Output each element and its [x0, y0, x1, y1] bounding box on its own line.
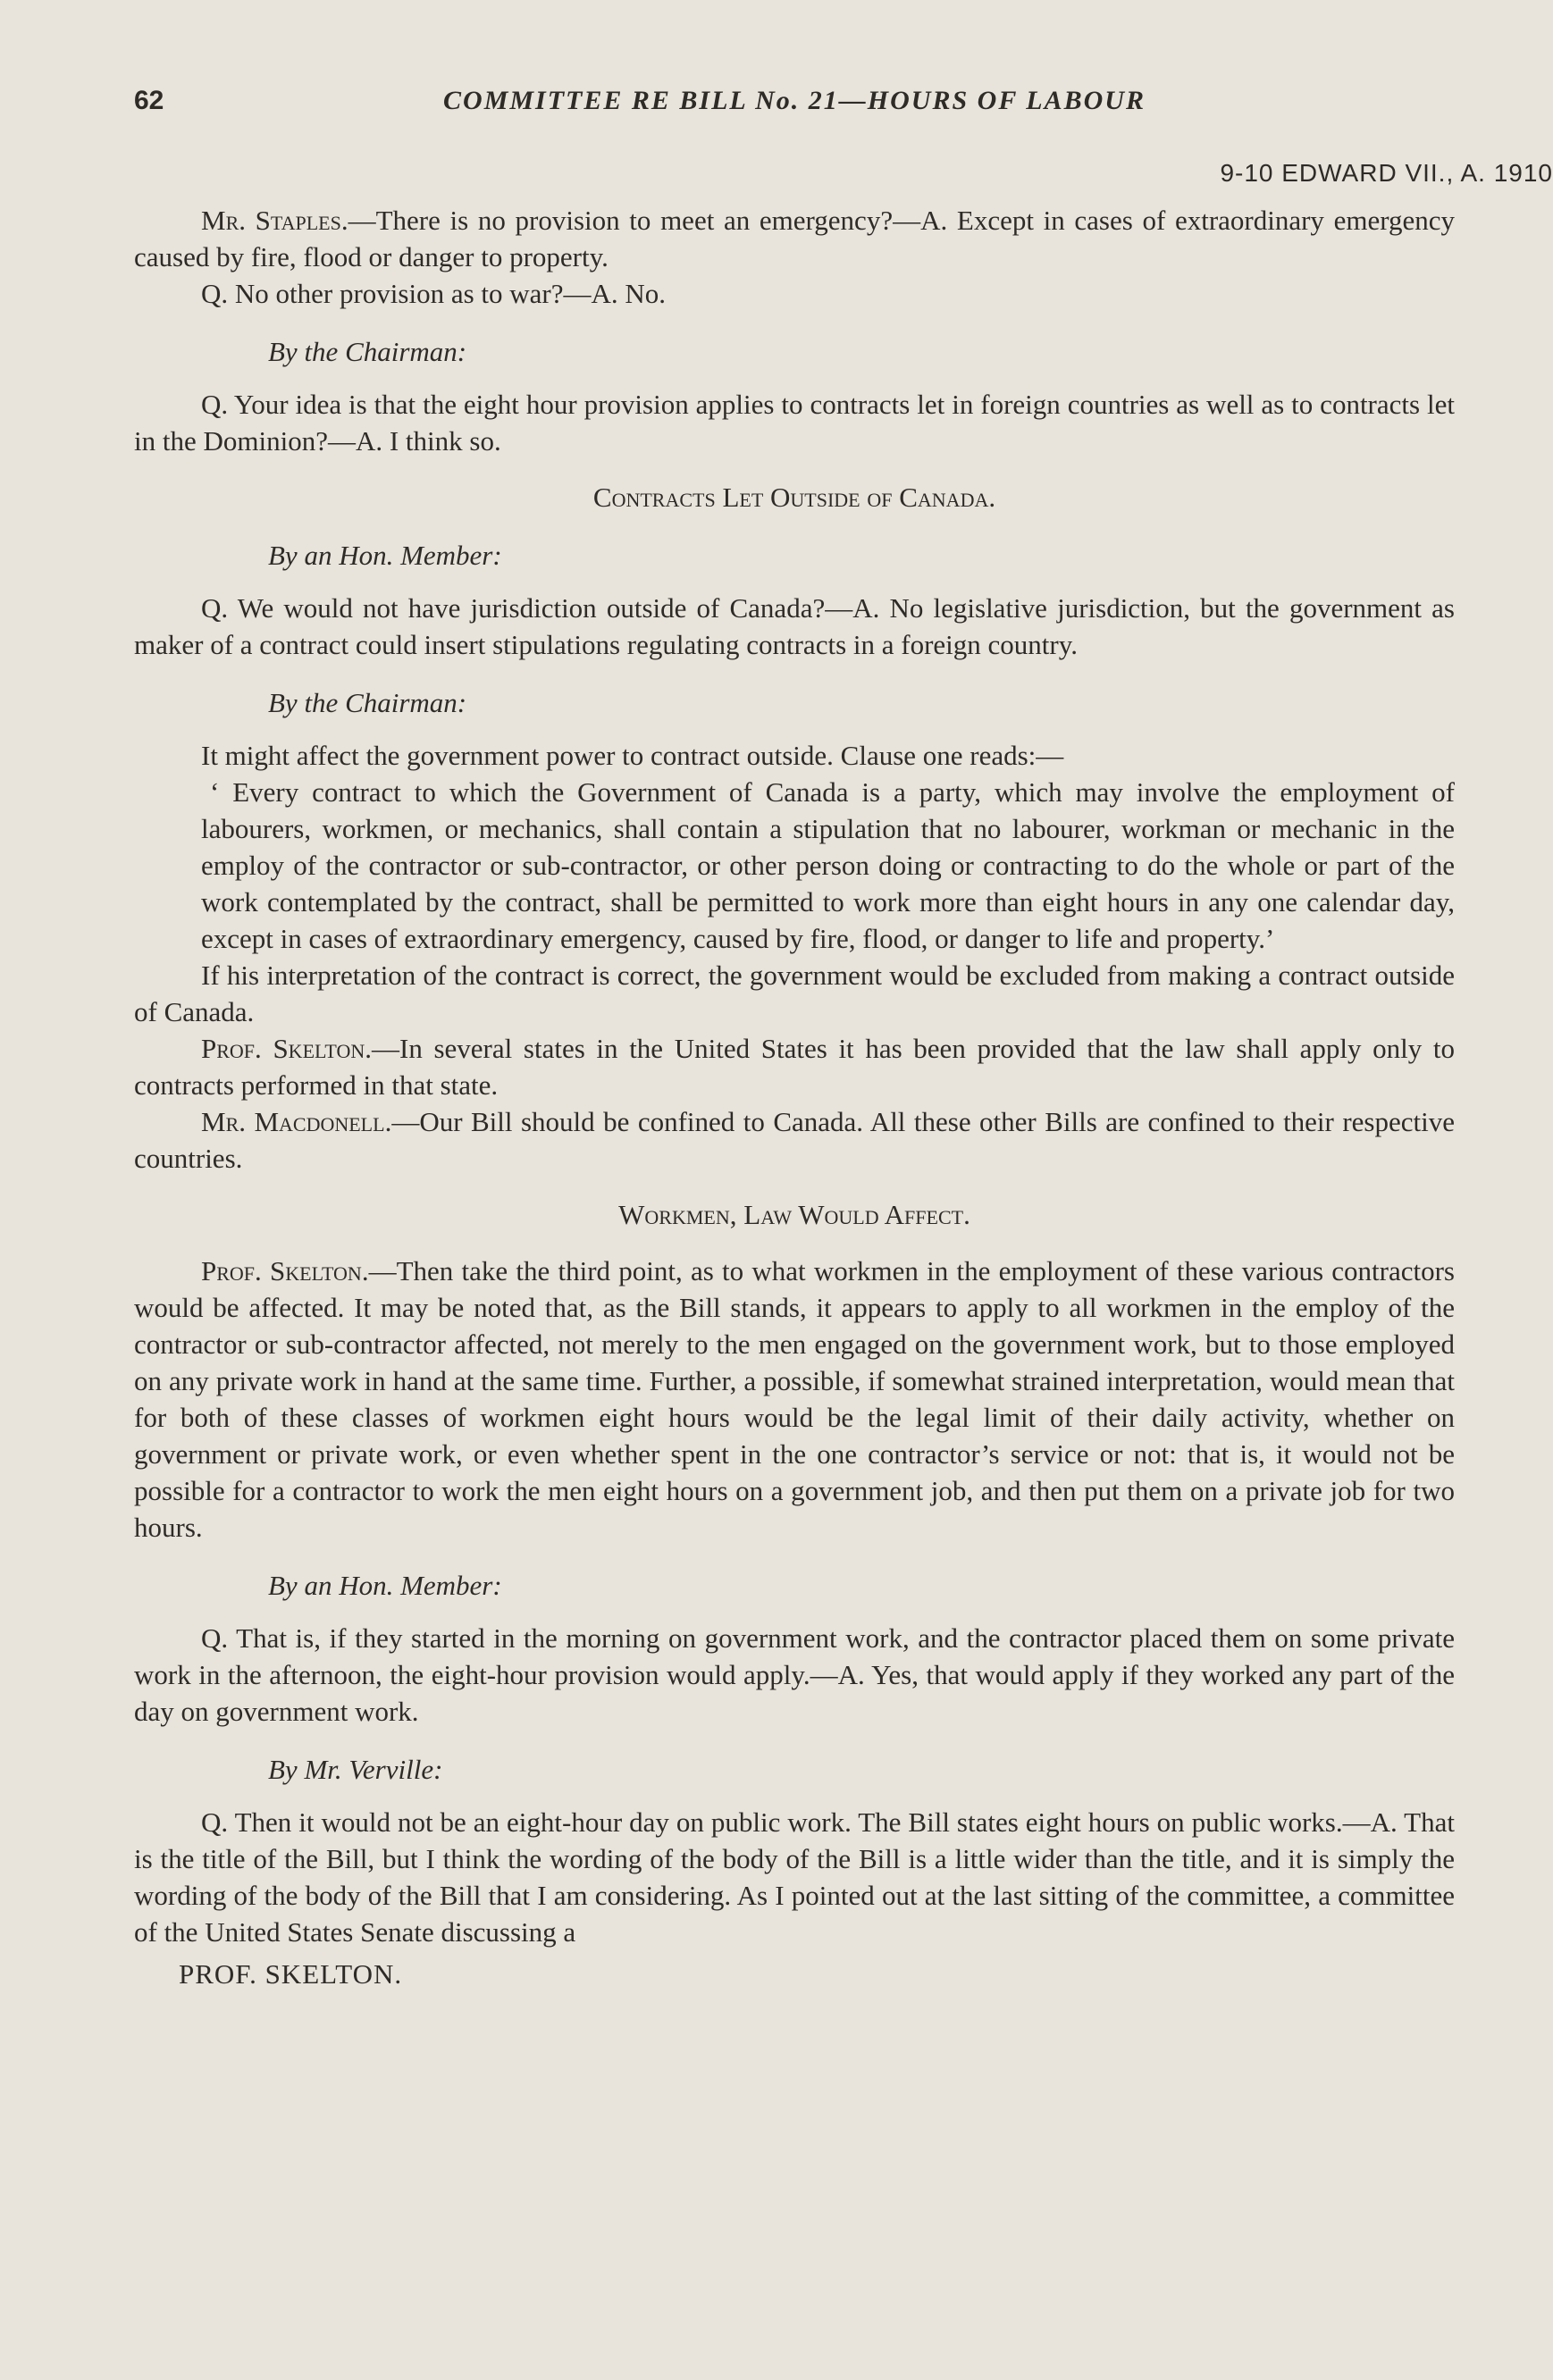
speaker-byline: By Mr. Verville:	[268, 1754, 443, 1785]
session-label: 9-10 EDWARD VII., A. 1910	[1220, 159, 1553, 187]
document-body	[134, 202, 1455, 1992]
speaker-name: Mr. Macdonell	[201, 1106, 385, 1137]
paragraph	[134, 1103, 1455, 1177]
paragraph: It might affect the government power to contract outside. Clause one reads:—	[201, 740, 1064, 771]
paragraph: If his interpretation of the contract is correct, the government would be excluded from making a contract outside of Canada.	[134, 960, 1455, 1027]
speaker-byline: By an Hon. Member:	[268, 540, 502, 571]
paragraph	[134, 202, 1455, 275]
speaker-name: Prof. Skelton	[201, 1033, 365, 1064]
paragraph: Q. That is, if they started in the morning on government work, and the contractor placed them on some private work in the afternoon, the eight-hour provision would apply.—A. Yes, that would apply if they worked any part of the day on government work.	[134, 1622, 1455, 1727]
paragraph	[134, 1253, 1455, 1546]
speaker-byline: By an Hon. Member:	[268, 1570, 502, 1601]
paragraph-text: .—Our Bill should be confined to Canada. All these other Bills are confined to their respective countries.	[134, 1106, 1455, 1174]
paragraph: Q. Then it would not be an eight-hour day on public work. The Bill states eight hours on public works.—A. That is the title of the Bill, but I think the wording of the body of the Bill is a little wider than the title, and it is simply the wording of the body of the Bill that I am considering. As I pointed out at the last sitting of the committee, a committee of the United States Senate discussing a	[134, 1806, 1455, 1948]
paragraph-text: .—Then take the third point, as to what workmen in the employment of these various contractors would be affected. It may be noted that, as the Bill stands, it appears to apply to all workmen in the employ of the contractor or sub-contractor affected, not merely to the men engaged on the government work, but to those employed on any private work in hand at the same time. Further, a possible, if somewhat strained interpretation, would mean that for both of these classes of workmen eight hours would be the legal limit of their daily activity, whether on government or private work, or even whether spent in the one contractor’s service or not: that is, it would not be possible for a contractor to work the men eight hours on a government job, and then put them on a private job for two hours.	[134, 1255, 1455, 1543]
speaker-name: Mr. Staples	[201, 205, 341, 236]
section-heading: Workmen, Law Would Affect.	[618, 1199, 970, 1230]
paragraph-text: .—There is no provision to meet an emergency?—A. Except in cases of extraordinary emergency caused by fire, flood or danger to property.	[134, 205, 1455, 272]
paragraph: Q. Your idea is that the eight hour provision applies to contracts let in foreign countries as well as to contracts let in the Dominion?—A. I think so.	[134, 389, 1455, 457]
paragraph: Q. No other provision as to war?—A. No.	[201, 278, 667, 309]
running-title: COMMITTEE RE BILL No. 21—HOURS OF LABOUR	[443, 86, 1146, 115]
page-number: 62	[134, 86, 164, 115]
page-header	[134, 86, 1455, 129]
paragraph: Q. We would not have jurisdiction outside of Canada?—A. No legislative jurisdiction, but the government as maker of a contract could insert stipulations regulating contracts in a foreign country.	[134, 592, 1455, 660]
speaker-byline: By the Chairman:	[268, 687, 467, 718]
quoted-clause: ‘ Every contract to which the Government of Canada is a party, which may involve the employment of labourers, workmen, or mechanics, shall contain a stipulation that no labourer, workman or mechanic in the employ of the contractor or sub-contractor, or other person doing or contracting to do the whole or part of the work contemplated by the contract, shall be permitted to work more than eight hours in any one calendar day, except in cases of extraordinary emergency, caused by fire, flood, or danger to life and property.’	[201, 776, 1455, 954]
paragraph-text: .—In several states in the United States it has been provided that the law shall apply only to contracts performed in that state.	[134, 1033, 1456, 1101]
speaker-byline: By the Chairman:	[268, 336, 467, 367]
catchword-footer: PROF. SKELTON.	[179, 1958, 403, 1990]
speaker-name: Prof. Skelton	[201, 1255, 362, 1286]
paragraph	[134, 1030, 1455, 1103]
section-heading: Contracts Let Outside of Canada.	[592, 482, 996, 513]
